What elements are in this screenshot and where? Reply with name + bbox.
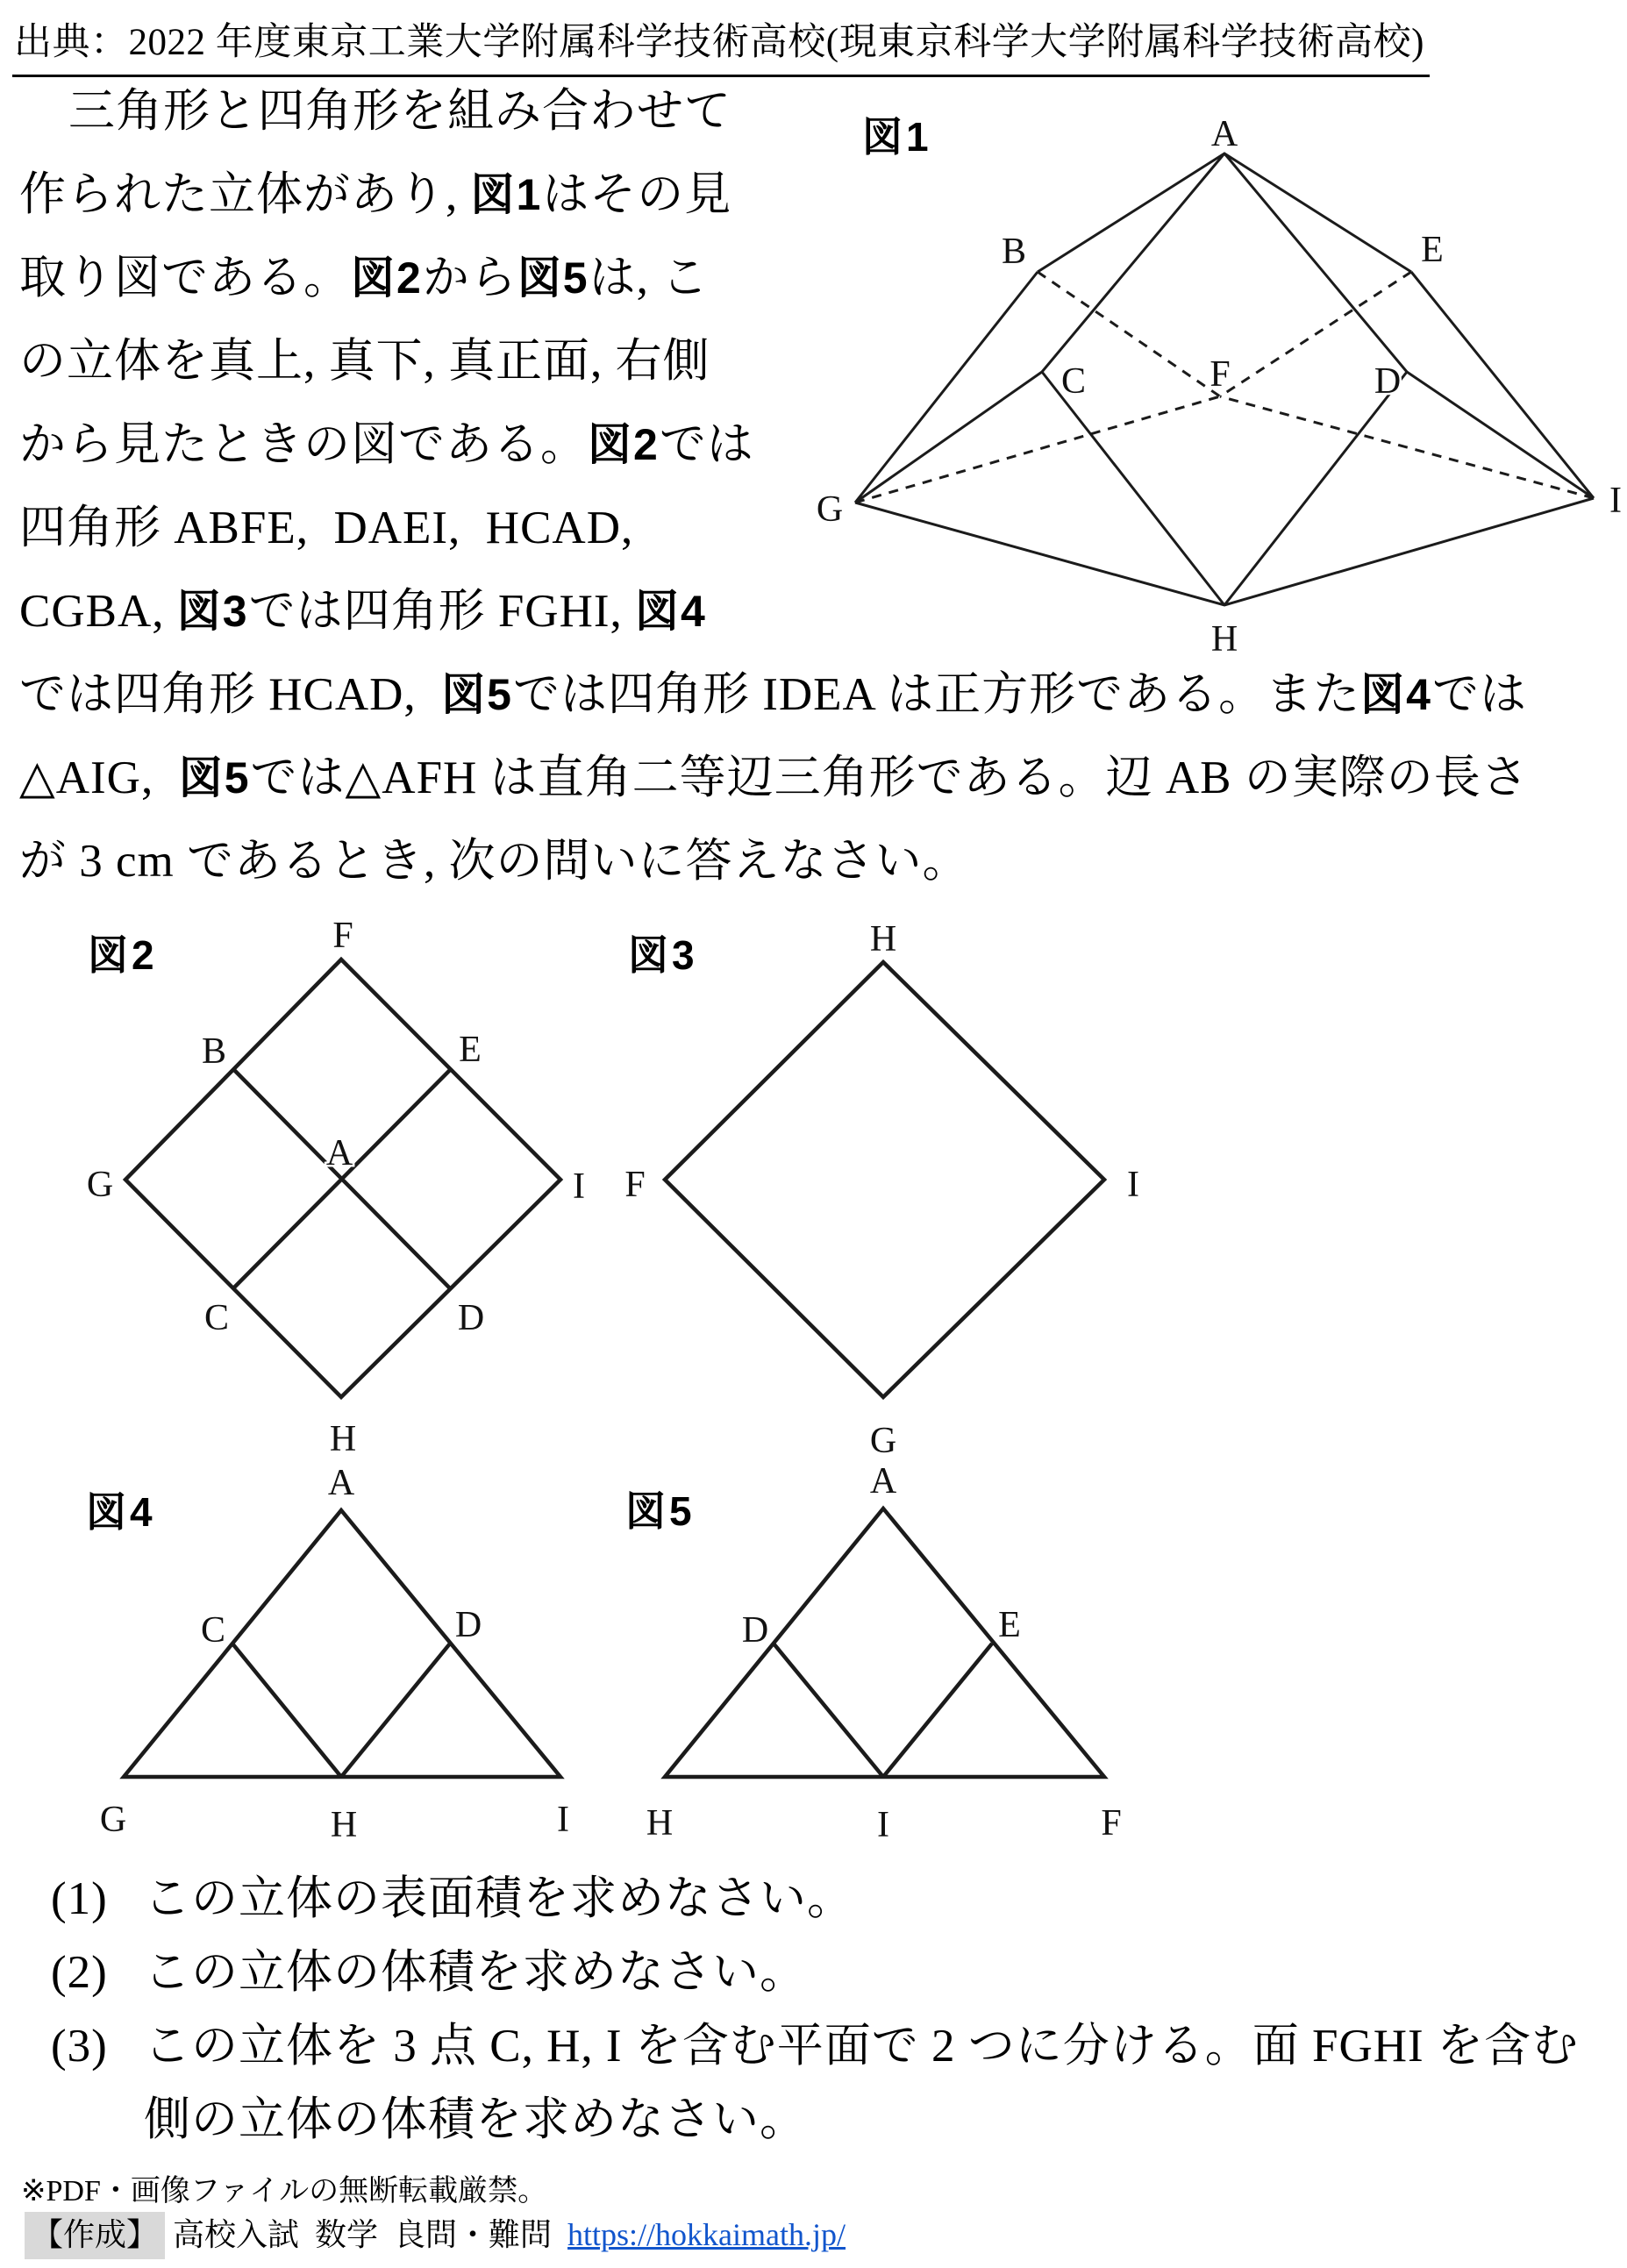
hokkaimath-link[interactable]: https://hokkaimath.jp/ [567, 2217, 846, 2252]
question-text: 側の立体の体積を求めなさい。 [144, 2094, 807, 2145]
copyright-notice: ※PDF・画像ファイルの無断転載厳禁。 [21, 2175, 548, 2207]
text-run: 四角形 ABFE, DAEI, HCAD, [19, 503, 634, 553]
credit-text [165, 2217, 173, 2252]
question-text: この立体を 3 点 C, H, I を含む平面で 2 つに分ける。面 FGHI を含む [144, 2021, 1579, 2072]
text-run: では△AFH は直角二等辺三角形である。辺 AB の実際の長さ [250, 752, 1529, 803]
text-run: CGBA, [19, 586, 177, 637]
fig1-vertex-label-h: H [1210, 619, 1238, 660]
text-run: では [659, 419, 754, 470]
fig4-vertex-label-g: G [99, 1800, 127, 1840]
page-title: 出典：2022 年度東京工業大学附属科学技術高校(現東京科学大学附属科学技術高校) [12, 11, 1430, 77]
text-run: は, こ [589, 253, 710, 303]
fig2-title: 図2 [88, 932, 158, 978]
fig5-vertex-label-a: A [869, 1461, 897, 1501]
fig3-vertex-label-i: I [1127, 1165, 1139, 1205]
fig1-title: 図1 [862, 114, 932, 160]
figure-ref-fig3: 図3 [176, 587, 249, 636]
figure-ref-fig5: 図5 [517, 253, 589, 303]
fig3-edges [665, 962, 1104, 1397]
fig1-vertex-label-c: C [1060, 361, 1087, 402]
fig1-vertex-label-i: I [1609, 481, 1622, 521]
text-run: はその見 [542, 169, 732, 220]
question-2 [51, 1935, 807, 2001]
text-run: では四角形 FGHI, [248, 586, 636, 637]
credit-text: 高校入試 数学 良問・難問 [173, 2217, 553, 2252]
fig5-vertex-label-d: D [741, 1610, 769, 1651]
fig1-drawing [817, 114, 1622, 660]
figure-ref-fig4: 図4 [1360, 670, 1432, 719]
fig5-vertex-label-i: I [877, 1805, 889, 1845]
text-run: では四角形 IDEA は正方形である。また [513, 669, 1361, 720]
fig5-vertex-label-f: F [1101, 1803, 1122, 1844]
fig1-vertex-label-d: D [1374, 361, 1402, 402]
question-3 [51, 2008, 1579, 2075]
fig4-vertex-label-a: A [327, 1463, 355, 1503]
question-number: (3) [51, 2021, 108, 2072]
fig2-vertex-label-f: F [332, 916, 353, 956]
fig4-vertex-label-c: C [200, 1610, 226, 1651]
text-run: 三角形と四角形を組み合わせて [68, 86, 731, 137]
fig2-vertex-label-d: D [457, 1298, 485, 1338]
figure-ref-fig2: 図2 [351, 253, 423, 303]
fig2-vertex-label-g: G [86, 1165, 114, 1205]
fig4-vertex-label-h: H [330, 1805, 358, 1845]
text-run: では [1431, 669, 1527, 720]
fig4-edges [124, 1510, 560, 1777]
fig4-drawing [100, 1463, 569, 1845]
text-run: の立体を真上, 真下, 真正面, 右側 [19, 336, 710, 387]
fig1-vertex-label-e: E [1421, 230, 1444, 270]
fig5-vertex-label-h: H [646, 1803, 674, 1844]
figure-ref-fig5: 図5 [178, 753, 251, 802]
question-text: この立体の体積を求めなさい。 [144, 1947, 807, 1998]
credit-text [552, 2217, 567, 2252]
figure-ref-fig5: 図5 [441, 670, 513, 719]
figure-ref-fig4: 図4 [635, 587, 707, 636]
fig1-vertex-label-g: G [816, 489, 844, 530]
fig4-vertex-label-d: D [454, 1605, 482, 1645]
fig2-vertex-label-h: H [329, 1419, 357, 1459]
text-run: 作られた立体があり, [19, 169, 471, 220]
fig2-drawing [87, 916, 585, 1459]
fig2-vertex-label-e: E [459, 1030, 482, 1070]
fig4-title: 図4 [86, 1489, 156, 1535]
fig1-vertex-label-b: B [1001, 232, 1027, 272]
fig5-vertex-label-e: E [998, 1605, 1021, 1645]
text-run: では四角形 HCAD, [19, 669, 442, 720]
fig3-vertex-label-h: H [869, 919, 897, 959]
credit-badge: 【作成】 [25, 2212, 165, 2259]
fig1-vertex-label-f: F [1210, 354, 1231, 395]
question-text: この立体の表面積を求めなさい。 [144, 1873, 854, 1924]
fig3-drawing [624, 919, 1139, 1461]
fig3-vertex-label-f: F [624, 1165, 646, 1205]
question-1 [51, 1861, 854, 1928]
fig2-vertex-label-i: I [573, 1166, 585, 1207]
question-number: (2) [51, 1947, 108, 1998]
credit-line [25, 2210, 846, 2255]
fig1-vertex-label-a: A [1210, 114, 1238, 154]
text-run: △AIG, [19, 752, 179, 803]
fig3-title: 図3 [628, 932, 698, 978]
fig5-edges [665, 1508, 1104, 1777]
fig4-vertex-label-i: I [557, 1800, 569, 1840]
figure-ref-fig1: 図1 [470, 170, 543, 219]
fig2-edges [125, 959, 560, 1397]
fig5-drawing [646, 1461, 1122, 1845]
fig2-vertex-label-b: B [201, 1031, 227, 1072]
question-3-continued [144, 2082, 807, 2149]
fig2-vertex-label-a: A [325, 1133, 353, 1173]
text-run: から見たときの図である。 [19, 419, 588, 470]
text-run: 取り図である。 [19, 253, 351, 303]
text-run: から [422, 253, 517, 303]
fig5-title: 図5 [625, 1488, 696, 1534]
fig3-vertex-label-g: G [869, 1421, 897, 1461]
text-run: が 3 cm であるとき, 次の問いに答えなさい。 [19, 836, 970, 887]
question-number: (1) [51, 1873, 108, 1924]
figure-ref-fig2: 図2 [588, 420, 660, 469]
fig2-vertex-label-c: C [203, 1298, 230, 1338]
